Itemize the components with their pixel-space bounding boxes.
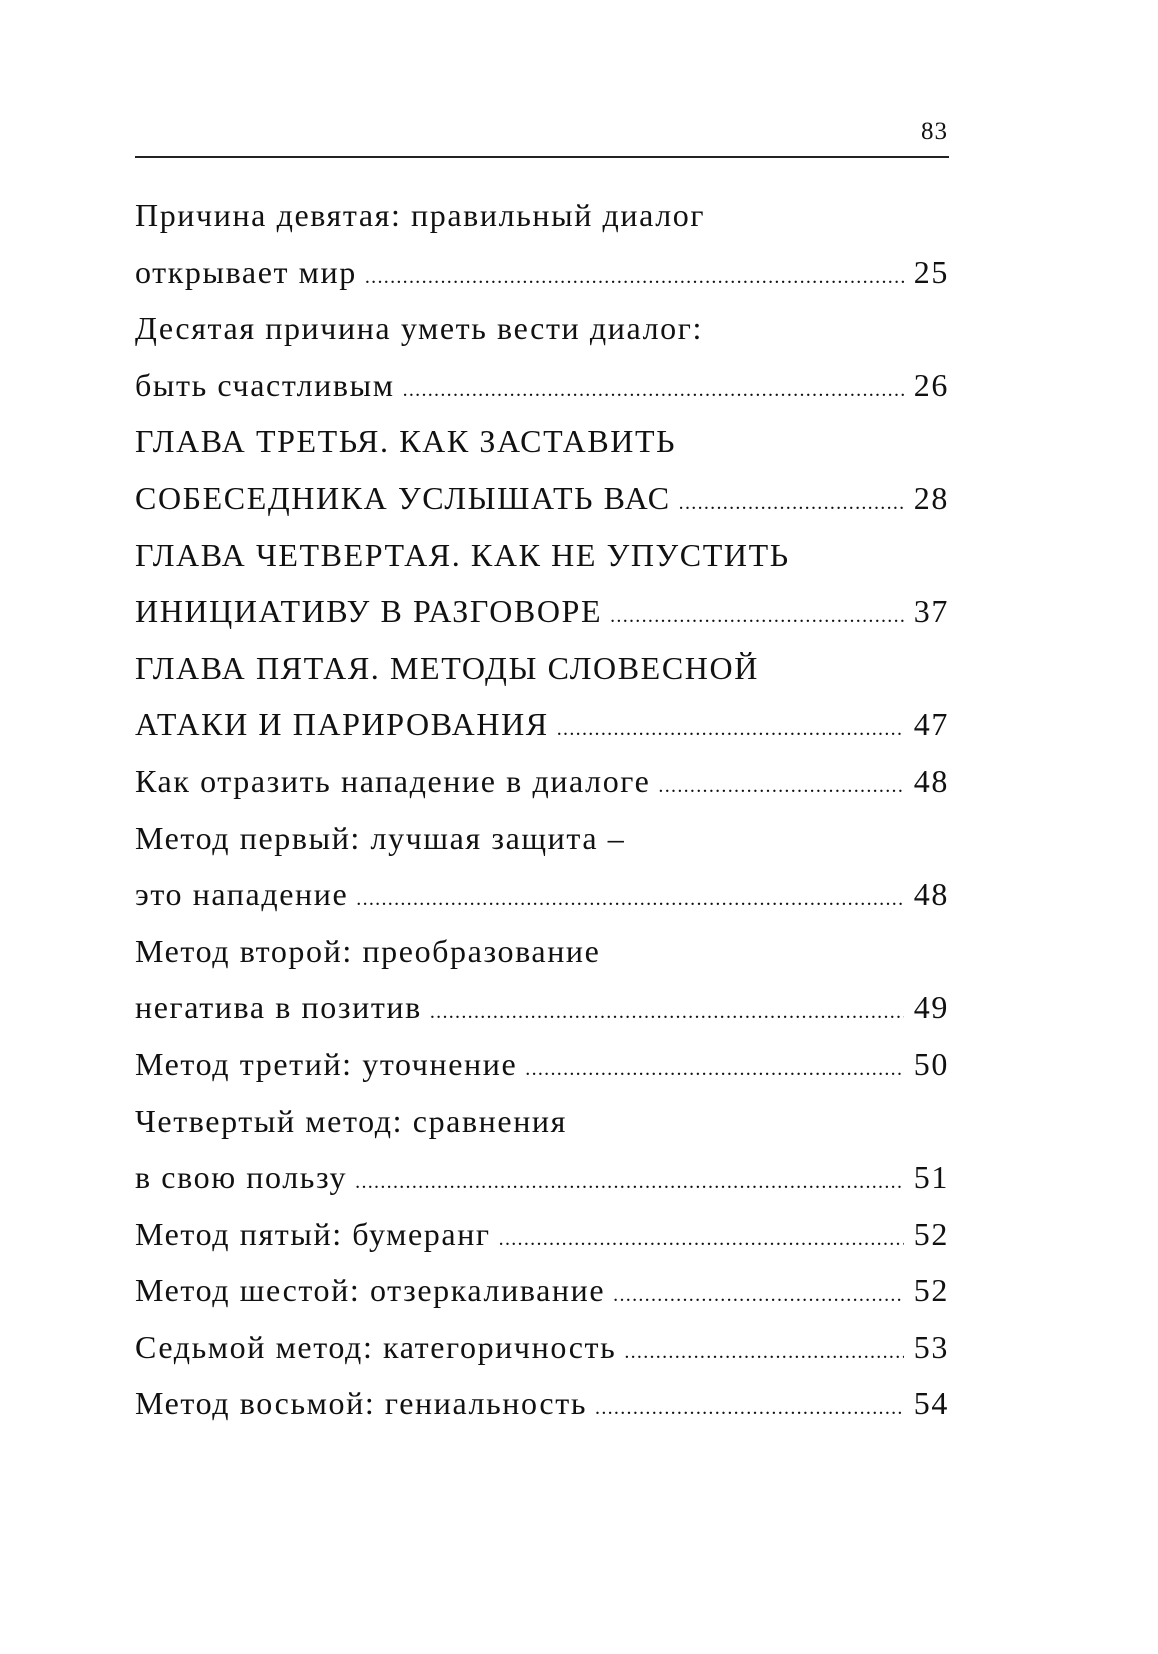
toc-line: [135, 866, 949, 923]
toc-entry-page: 49: [913, 989, 949, 1026]
toc-entry[interactable]: [135, 1093, 949, 1206]
toc-entry[interactable]: [135, 1036, 949, 1093]
toc-entry-title: Седьмой метод: категоричность: [135, 1328, 617, 1365]
toc-entry-title: ГЛАВА ЧЕТВЕРТАЯ. КАК НЕ УПУСТИТЬ: [135, 536, 790, 573]
page-number: 83: [921, 118, 948, 145]
dot-leader: [365, 249, 904, 306]
toc-entry[interactable]: [135, 923, 949, 1036]
toc-entry-title: ИНИЦИАТИВУ В РАЗГОВОРЕ: [135, 593, 603, 630]
toc-line: [135, 696, 949, 753]
toc-line: [135, 187, 949, 244]
dot-leader: [525, 1041, 904, 1098]
toc-entry-title: Четвертый метод: сравнения: [135, 1102, 567, 1139]
toc-entry-page: 50: [913, 1045, 949, 1082]
toc-entry-page: 52: [913, 1272, 949, 1309]
header-rule: [135, 156, 949, 158]
toc-entry-title: Метод второй: преобразование: [135, 932, 601, 969]
dot-leader: [430, 984, 904, 1041]
toc-entry-title: ГЛАВА ТРЕТЬЯ. КАК ЗАСТАВИТЬ: [135, 423, 677, 460]
toc-entry[interactable]: [135, 527, 949, 640]
toc-entry-title: в свою пользу: [135, 1159, 348, 1196]
dot-leader: [356, 871, 904, 928]
dot-leader: [679, 475, 904, 532]
toc-entry[interactable]: [135, 753, 949, 810]
toc-entry-page: 48: [913, 762, 949, 799]
toc-entry-page: 37: [913, 593, 949, 630]
table-of-contents: [135, 187, 949, 1432]
toc-line: [135, 979, 949, 1036]
toc-line: [135, 1375, 949, 1432]
toc-line: [135, 753, 949, 810]
toc-line: [135, 470, 949, 527]
toc-entry-page: 52: [913, 1215, 949, 1252]
toc-entry-title: Десятая причина уметь вести диалог:: [135, 310, 703, 347]
dot-leader: [499, 1211, 904, 1268]
dot-leader: [403, 362, 904, 419]
toc-entry-page: 47: [913, 706, 949, 743]
toc-entry[interactable]: [135, 1262, 949, 1319]
toc-entry-page: 26: [913, 366, 949, 403]
toc-entry[interactable]: [135, 810, 949, 923]
toc-entry-title: Метод шестой: отзеркаливание: [135, 1272, 606, 1309]
dot-leader: [355, 1154, 904, 1211]
toc-entry-title: Метод первый: лучшая защита –: [135, 819, 626, 856]
toc-entry-page: 54: [913, 1385, 949, 1422]
toc-entry-page: 53: [913, 1328, 949, 1365]
dot-leader: [613, 1267, 904, 1324]
toc-entry-title: АТАКИ И ПАРИРОВАНИЯ: [135, 706, 549, 743]
toc-line: [135, 413, 949, 470]
toc-entry-title: негатива в позитив: [135, 989, 422, 1026]
toc-entry-title: СОБЕСЕДНИКА УСЛЫШАТЬ ВАС: [135, 479, 671, 516]
toc-entry[interactable]: [135, 187, 949, 300]
toc-line: [135, 1093, 949, 1150]
toc-line: [135, 527, 949, 584]
dot-leader: [557, 701, 904, 758]
dot-leader: [624, 1324, 903, 1381]
toc-entry-page: 48: [913, 876, 949, 913]
toc-line: [135, 1149, 949, 1206]
toc-entry[interactable]: [135, 1375, 949, 1432]
toc-entry-title: Метод третий: уточнение: [135, 1045, 518, 1082]
toc-entry-title: Как отразить нападение в диалоге: [135, 762, 651, 799]
toc-entry-title: ГЛАВА ПЯТАЯ. МЕТОДЫ СЛОВЕСНОЙ: [135, 649, 759, 686]
toc-entry[interactable]: [135, 413, 949, 526]
toc-line: [135, 1206, 949, 1263]
toc-entry-title: открывает мир: [135, 253, 357, 290]
toc-entry[interactable]: [135, 1206, 949, 1263]
toc-entry-title: Метод восьмой: гениальность: [135, 1385, 588, 1422]
toc-line: [135, 300, 949, 357]
toc-line: [135, 640, 949, 697]
toc-entry[interactable]: [135, 300, 949, 413]
toc-entry[interactable]: [135, 1319, 949, 1376]
dot-leader: [658, 758, 903, 815]
toc-line: [135, 810, 949, 867]
toc-entry-page: 25: [913, 253, 949, 290]
toc-line: [135, 357, 949, 414]
toc-line: [135, 244, 949, 301]
toc-entry-title: Причина девятая: правильный диалог: [135, 197, 706, 233]
toc-entry-page: 28: [913, 479, 949, 516]
toc-entry-title: это нападение: [135, 876, 349, 913]
toc-line: [135, 1319, 949, 1376]
toc-line: [135, 583, 949, 640]
toc-line: [135, 923, 949, 980]
toc-line: [135, 1262, 949, 1319]
dot-leader: [610, 588, 904, 645]
toc-line: [135, 1036, 949, 1093]
toc-entry-title: быть счастливым: [135, 366, 395, 403]
dot-leader: [595, 1380, 904, 1437]
toc-entry[interactable]: [135, 640, 949, 753]
toc-entry-title: Метод пятый: бумеранг: [135, 1215, 491, 1252]
toc-entry-page: 51: [913, 1159, 949, 1196]
